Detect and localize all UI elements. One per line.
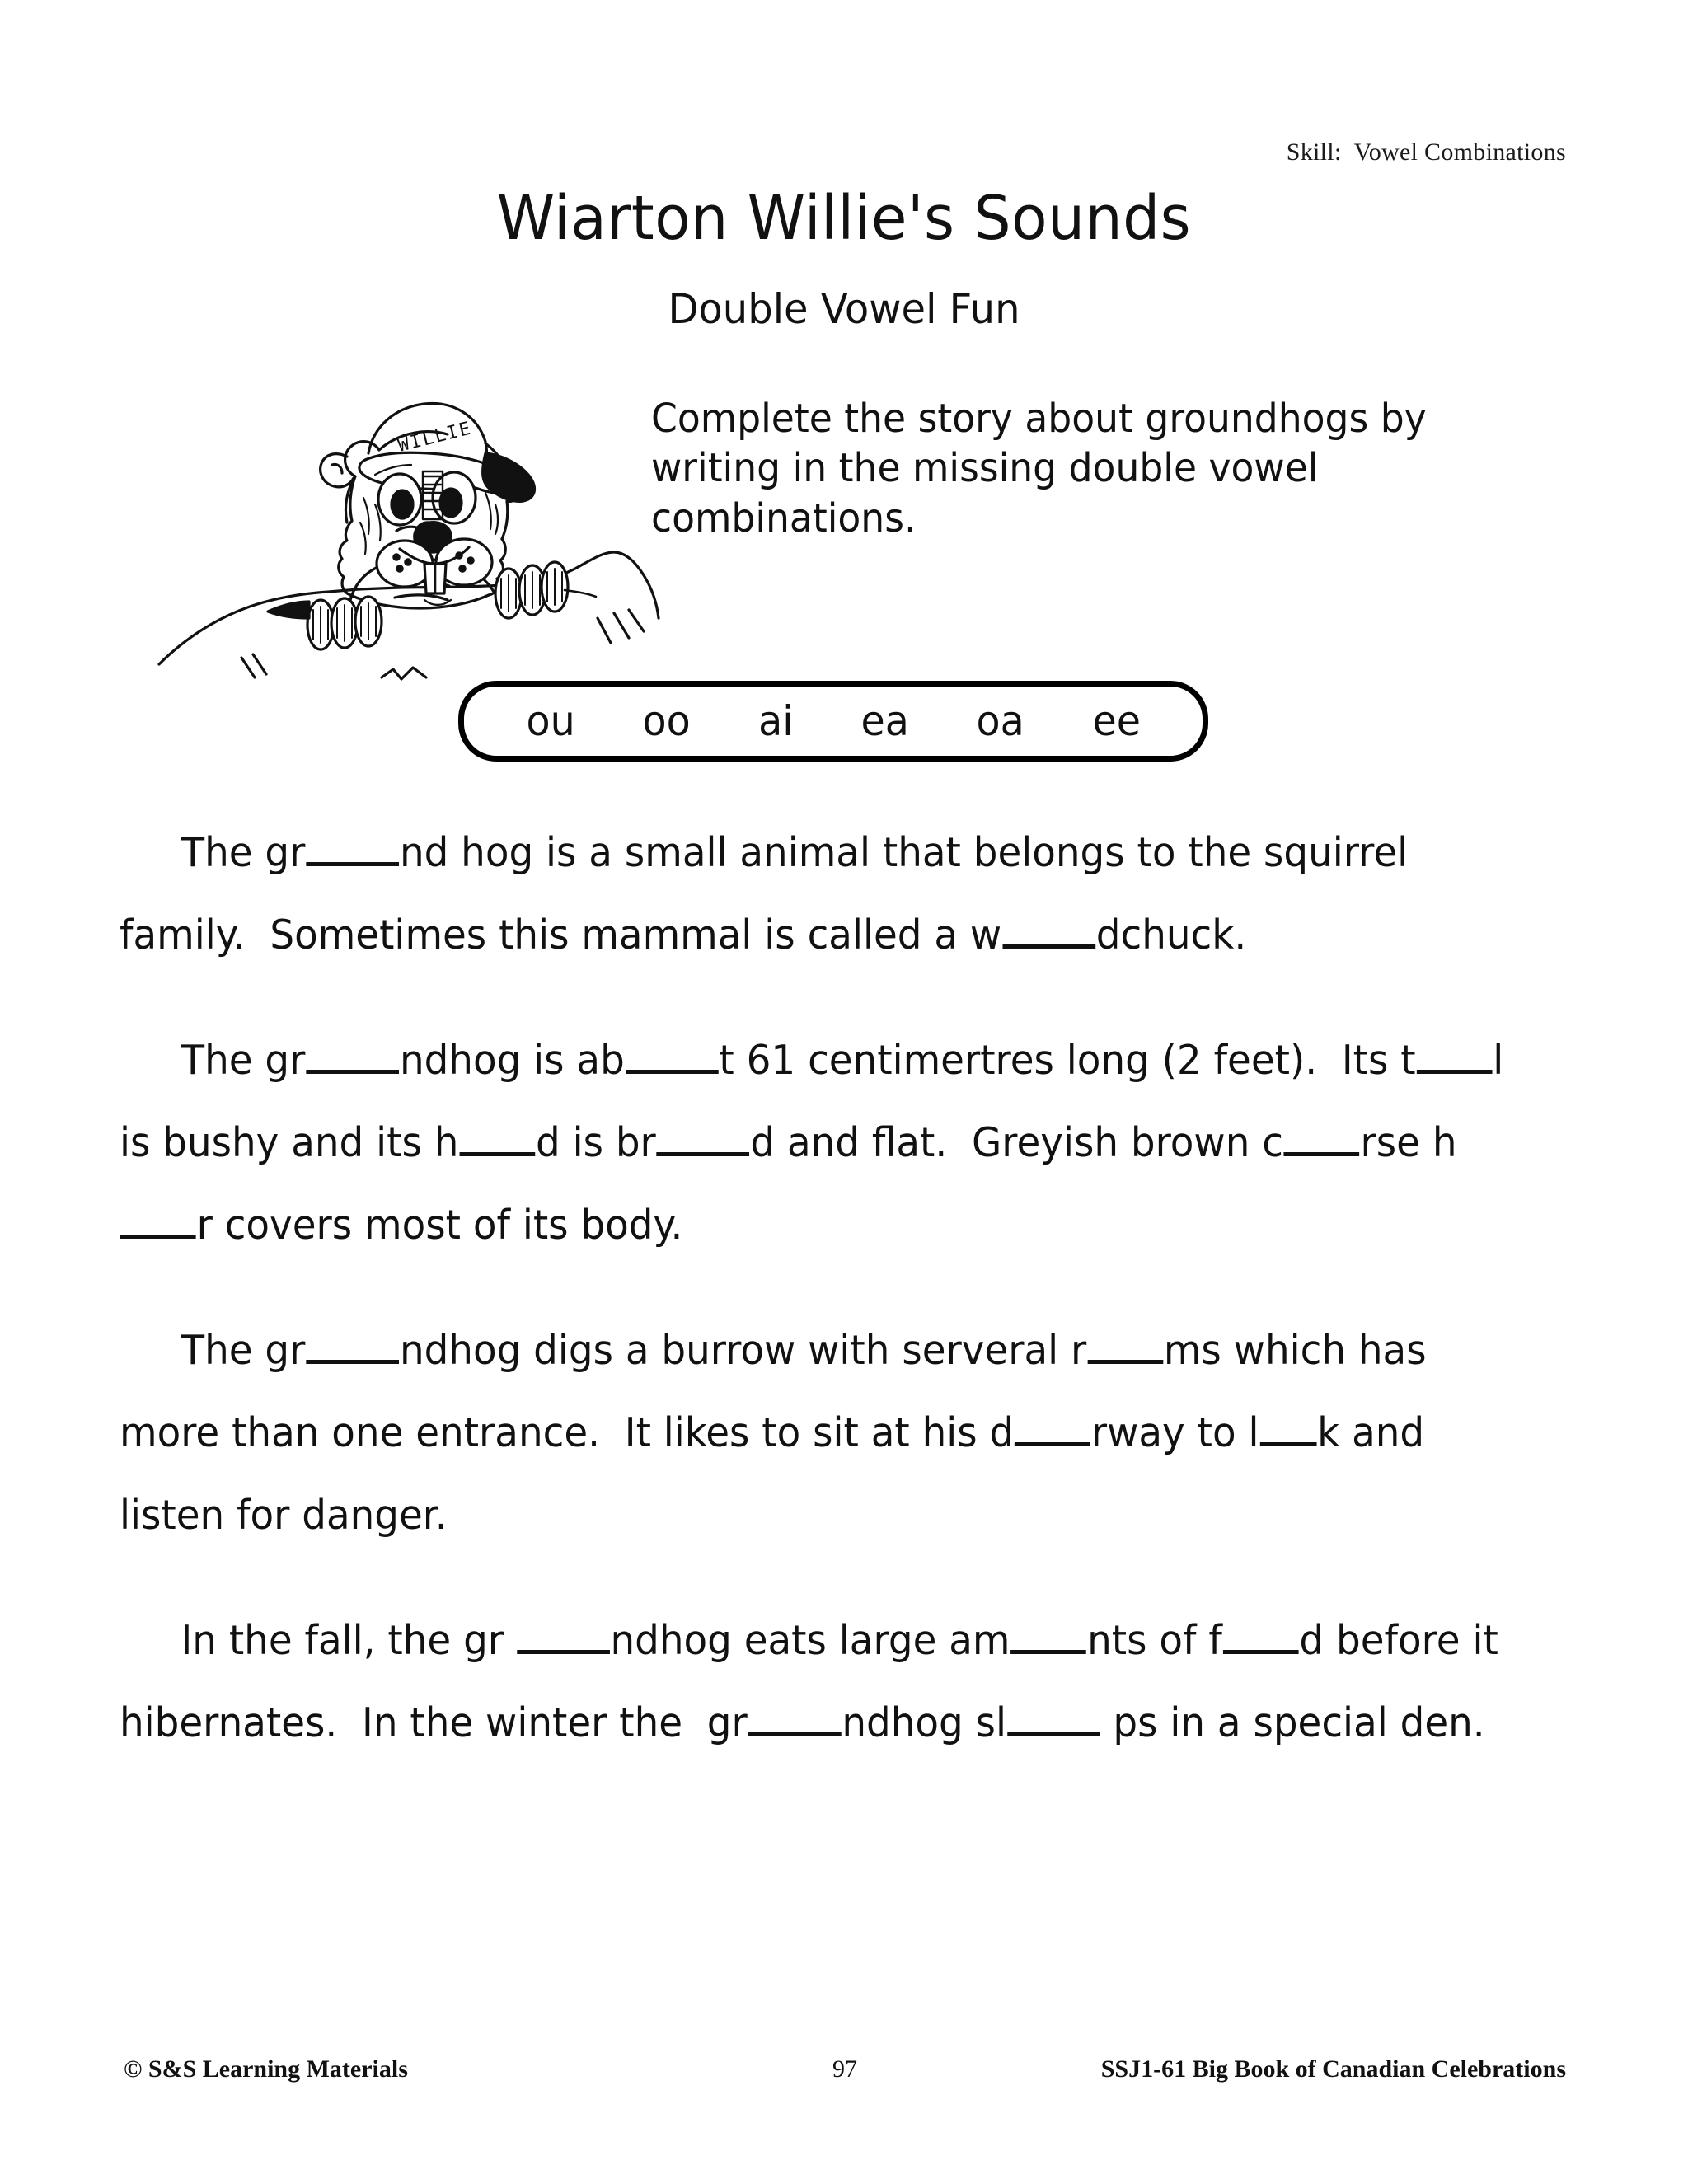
story-paragraph: The gr ndhog is ab t 61 centimertres long (2 feet). Its t l is bushy and its h d is br d and flat. Greyish brown c rse hr covers most of its body. bbox=[120, 1037, 1517, 1249]
word-bank-item: ee bbox=[1092, 697, 1141, 745]
answer-blank[interactable] bbox=[120, 1203, 196, 1239]
answer-blank[interactable] bbox=[1223, 1619, 1299, 1654]
story-body bbox=[120, 812, 1595, 1807]
answer-blank[interactable] bbox=[517, 1619, 610, 1654]
story-paragraph: The gr ndhog digs a burrow with serveral r ms which has more than one entrance. It likes to sit at his d rway to l k and listen for danger. bbox=[120, 1327, 1439, 1539]
answer-blank[interactable] bbox=[1015, 1411, 1090, 1446]
skill-label: Skill: Vowel Combinations bbox=[1286, 138, 1566, 166]
story-paragraph: In the fall, the gr ndhog eats large am nts of f d before it hibernates. In the winter the gr ndhog sl ps in a special den. bbox=[120, 1617, 1511, 1746]
word-bank-item: ai bbox=[757, 697, 794, 745]
instructions-text: Complete the story about groundhogs by writing in the missing double vowel combinations. bbox=[651, 396, 1427, 541]
answer-blank[interactable] bbox=[1002, 913, 1095, 949]
story-paragraph: The gr nd hog is a small animal that belongs to the squirrel family. Sometimes this mammal is called a w dchuck. bbox=[120, 829, 1421, 958]
groundhog-illustration bbox=[152, 328, 663, 682]
cap-text: WILLIE bbox=[396, 418, 475, 457]
page-title: Wiarton Willie's Sounds bbox=[496, 183, 1192, 254]
answer-blank[interactable] bbox=[657, 1121, 750, 1156]
answer-blank[interactable] bbox=[306, 1038, 399, 1074]
answer-blank[interactable] bbox=[1010, 1619, 1086, 1654]
answer-blank[interactable] bbox=[626, 1038, 719, 1074]
word-bank-item: ea bbox=[860, 697, 909, 745]
answer-blank[interactable] bbox=[459, 1121, 535, 1156]
word-bank bbox=[458, 681, 1208, 762]
answer-blank[interactable] bbox=[748, 1701, 842, 1736]
answer-blank[interactable] bbox=[1284, 1121, 1360, 1156]
page-number: 97 bbox=[832, 2055, 857, 2083]
word-bank-item: oa bbox=[976, 697, 1025, 745]
footer bbox=[124, 2055, 1566, 2083]
answer-blank[interactable] bbox=[1087, 1329, 1163, 1364]
answer-blank[interactable] bbox=[1007, 1701, 1100, 1736]
word-bank-item: oo bbox=[642, 697, 691, 745]
word-bank-item: ou bbox=[526, 697, 575, 745]
answer-blank[interactable] bbox=[306, 831, 399, 866]
answer-blank[interactable] bbox=[1259, 1411, 1316, 1446]
page-subtitle: Double Vowel Fun bbox=[668, 285, 1020, 333]
footer-product-code: SSJ1-61 Big Book of Canadian Celebrations bbox=[1100, 2055, 1566, 2083]
answer-blank[interactable] bbox=[306, 1329, 399, 1364]
footer-copyright: © S&S Learning Materials bbox=[124, 2055, 408, 2083]
answer-blank[interactable] bbox=[1417, 1038, 1493, 1074]
